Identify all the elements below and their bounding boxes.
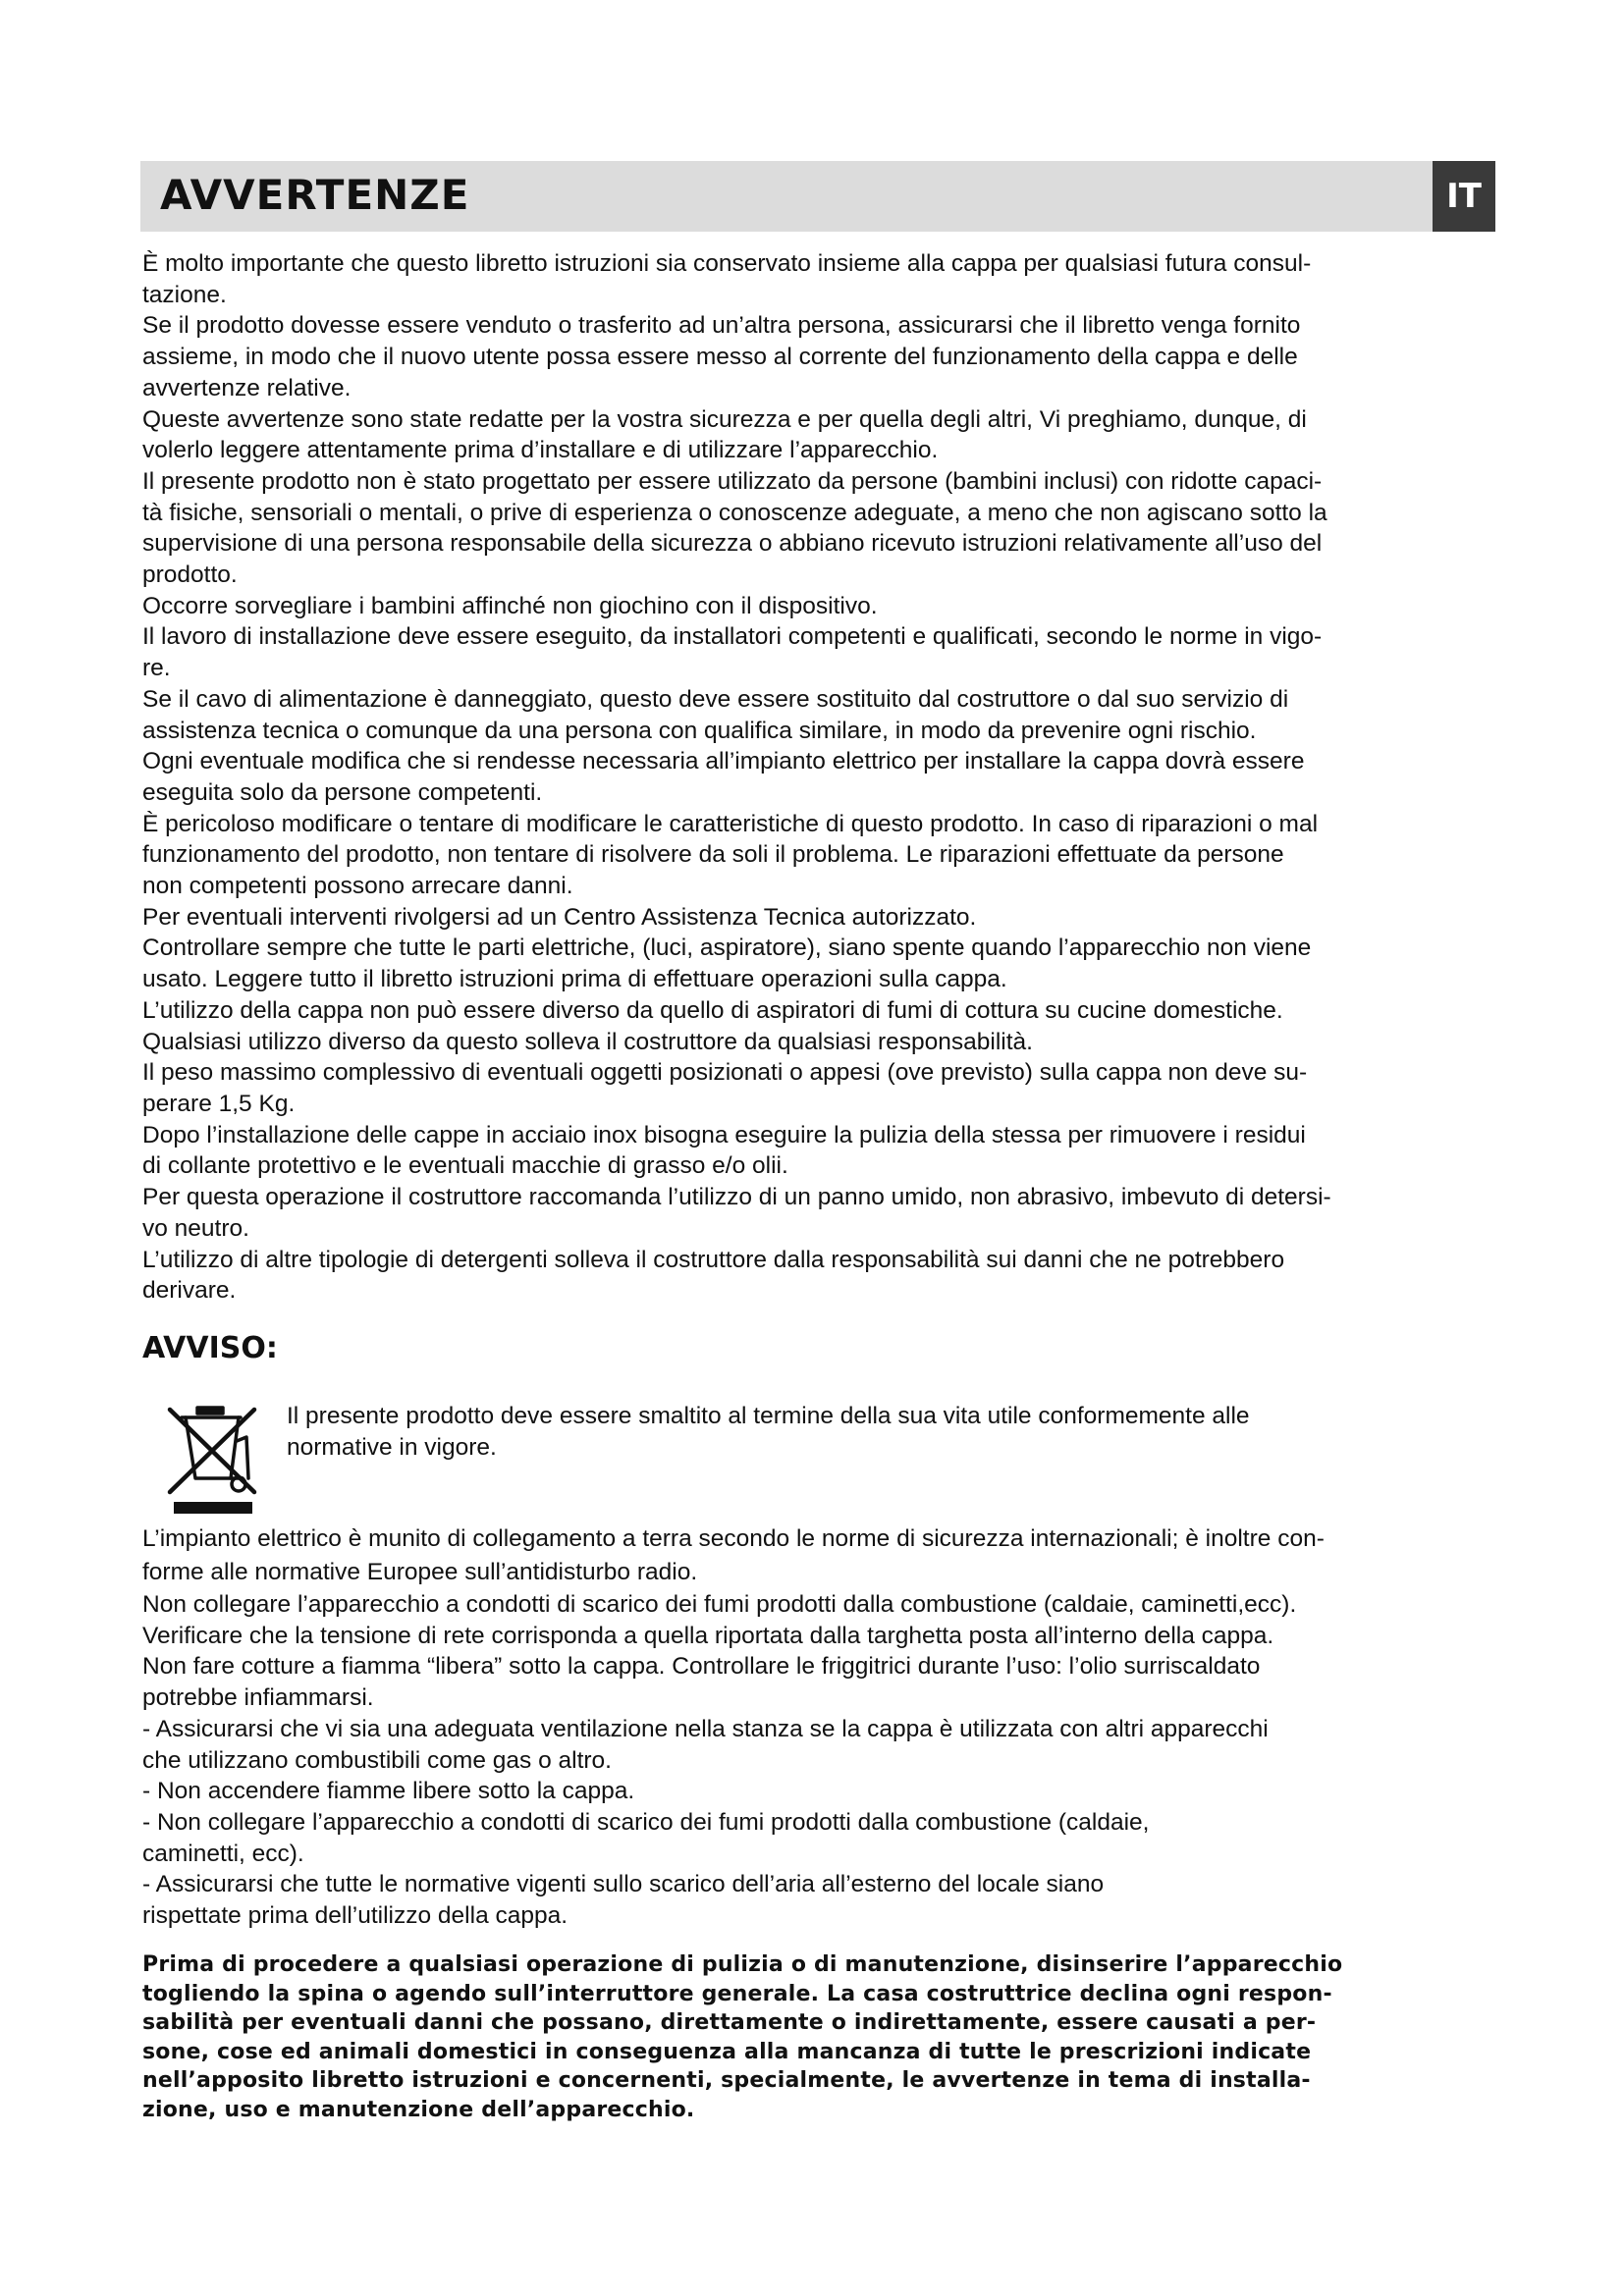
text-line: nell’apposito libretto istruzioni e concernenti, specialmente, le avvertenze in tema di installa- (142, 2068, 1311, 2093)
text-line: perare 1,5 Kg. (142, 1090, 296, 1117)
text-line: L’utilizzo di altre tipologie di detergenti solleva il costruttore dalla responsabilità sui danni che ne potrebbero (142, 1246, 1285, 1273)
text-line: tazione. (142, 281, 227, 308)
text-line: prodotto. (142, 561, 238, 589)
text-line: tà fisiche, sensoriali o mentali, o prive di esperienza o conoscenze adeguate, a meno che non agiscano sotto la (142, 499, 1327, 526)
text-line: normative in vigore. (287, 1434, 497, 1461)
text-line: - Assicurarsi che vi sia una adeguata ventilazione nella stanza se la cappa è utilizzata con altri apparecchi (142, 1715, 1269, 1742)
text-line: Per questa operazione il costruttore raccomanda l’utilizzo di un panno umido, non abrasivo, imbevuto di detersi- (142, 1184, 1331, 1211)
text-line: re. (142, 655, 171, 682)
text-line: L’impianto elettrico è munito di collegamento a terra secondo le norme di sicurezza internazionali; è inoltre con- (142, 1525, 1325, 1552)
text-line: Per eventuali interventi rivolgersi ad un Centro Assistenza Tecnica autorizzato. (142, 903, 977, 931)
text-line: Non collegare l’apparecchio a condotti di scarico dei fumi prodotti dalla combustione (caldaie, caminetti,ecc). (142, 1591, 1297, 1618)
text-line: - Non collegare l’apparecchio a condotti di scarico dei fumi prodotti dalla combustione (caldaie, (142, 1808, 1150, 1836)
text-line: usato. Leggere tutto il libretto istruzioni prima di effettuare operazioni sulla cappa. (142, 966, 1007, 993)
text-line: avvertenze relative. (142, 374, 352, 401)
maintenance-warning (142, 1950, 1493, 2124)
text-line: Queste avvertenze sono state redatte per la vostra sicurezza e per quella degli altri, Vi preghiamo, dunque, di (142, 405, 1307, 433)
text-line: Se il cavo di alimentazione è danneggiato, questo deve essere sostituito dal costruttore o dal suo servizio di (142, 685, 1289, 713)
text-line: Se il prodotto dovesse essere venduto o trasferito ad un’altra persona, assicurarsi che il libretto venga fornito (142, 312, 1301, 340)
notice-text (287, 1401, 1250, 1464)
crossed-out-wheelie-bin-icon (152, 1394, 280, 1522)
notice-heading: AVVISO: (142, 1331, 278, 1365)
text-line: funzionamento del prodotto, non tentare di risolvere da soli il problema. Le riparazioni effettuate da persone (142, 841, 1284, 869)
text-line: sone, cose ed animali domestici in conseguenza alla mancanza di tutte le prescrizioni indicate (142, 2039, 1312, 2064)
text-line: forme alle normative Europee sull’antidisturbo radio. (142, 1559, 698, 1585)
text-line: potrebbe infiammarsi. (142, 1684, 374, 1712)
text-line: volerlo leggere attentamente prima d’installare e di utilizzare l’apparecchio. (142, 437, 939, 464)
text-line: togliendo la spina o agendo sull’interruttore generale. La casa costruttrice declina ogni respon- (142, 1981, 1332, 2006)
text-line: Occorre sorvegliare i bambini affinché non giochino con il dispositivo. (142, 592, 878, 619)
text-line: Prima di procedere a qualsiasi operazione di pulizia o di manutenzione, disinserire l’apparecchio (142, 1952, 1343, 1977)
text-line: Qualsiasi utilizzo diverso da questo solleva il costruttore da qualsiasi responsabilità. (142, 1028, 1033, 1055)
text-line: È pericoloso modificare o tentare di modificare le caratteristiche di questo prodotto. In caso di riparazioni o mal (142, 810, 1319, 837)
text-line: supervisione di una persona responsabile della sicurezza o abbiano ricevuto istruzioni relativamente all’uso del (142, 530, 1323, 558)
text-line: Ogni eventuale modifica che si rendesse necessaria all’impianto elettrico per installare la cappa dovrà essere (142, 748, 1305, 775)
text-line: vo neutro. (142, 1214, 249, 1242)
text-line: rispettate prima dell’utilizzo della cappa. (142, 1902, 568, 1930)
text-line: Verificare che la tensione di rete corrisponda a quella riportata dalla targhetta posta all’interno della cappa. (142, 1622, 1274, 1649)
text-line: Dopo l’installazione delle cappe in acciaio inox bisogna eseguire la pulizia della stessa per rimuovere i residui (142, 1121, 1306, 1148)
text-line: Il presente prodotto non è stato progettato per essere utilizzato da persone (bambini inclusi) con ridotte capaci- (142, 467, 1323, 495)
text-line: L’utilizzo della cappa non può essere diverso da quello di aspiratori di fumi di cottura su cucine domestiche. (142, 996, 1283, 1024)
page-title: AVVERTENZE (160, 171, 470, 219)
text-line: - Non accendere fiamme libere sotto la cappa. (142, 1778, 635, 1805)
text-line: zione, uso e manutenzione dell’apparecchio. (142, 2097, 695, 2122)
text-line: Il peso massimo complessivo di eventuali oggetti posizionati o appesi (ove previsto) sulla cappa non deve su- (142, 1059, 1308, 1087)
text-line: di collante protettivo e le eventuali macchie di grasso e/o olii. (142, 1152, 788, 1180)
section-header (140, 161, 1495, 232)
text-line: caminetti, ecc). (142, 1840, 304, 1867)
text-line: - Assicurarsi che tutte le normative vigenti sullo scarico dell’aria all’esterno del locale siano (142, 1871, 1105, 1898)
text-line: assistenza tecnica o comunque da una persona con qualifica similare, in modo da prevenire ogni rischio. (142, 717, 1257, 744)
text-line: derivare. (142, 1277, 237, 1305)
safety-body (142, 1522, 1493, 1932)
text-line: Controllare sempre che tutte le parti elettriche, (luci, aspiratore), siano spente quando l’apparecchio non viene (142, 934, 1312, 962)
text-line: sabilità per eventuali danni che possano, direttamente o indirettamente, essere causati a per- (142, 2010, 1317, 2035)
text-line: non competenti possono arrecare danni. (142, 873, 573, 900)
text-line: Il presente prodotto deve essere smaltito al termine della sua vita utile conformemente alle (287, 1403, 1250, 1429)
language-badge: IT (1433, 161, 1495, 232)
text-line: È molto importante che questo libretto istruzioni sia conservato insieme alla cappa per qualsiasi futura consul- (142, 250, 1312, 277)
text-line: Il lavoro di installazione deve essere eseguito, da installatori competenti e qualificati, secondo le norme in vigo- (142, 623, 1323, 651)
text-line: Non fare cotture a fiamma “libera” sotto la cappa. Controllare le friggitrici durante l’uso: l’olio surriscaldato (142, 1653, 1261, 1681)
text-line: assieme, in modo che il nuovo utente possa essere messo al corrente del funzionamento della cappa e delle (142, 344, 1298, 371)
text-line: eseguita solo da persone competenti. (142, 778, 543, 806)
warnings-body (142, 248, 1493, 1307)
text-line: che utilizzano combustibili come gas o altro. (142, 1746, 612, 1774)
